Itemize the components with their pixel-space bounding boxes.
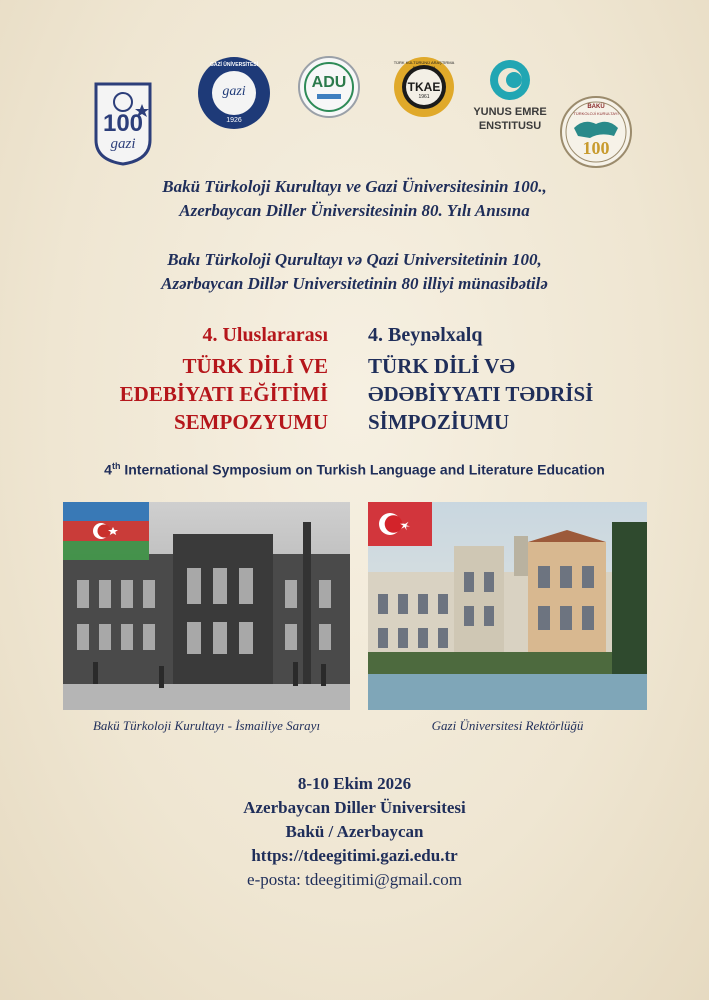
event-date: 8-10 Ekim 2026 <box>297 774 412 793</box>
gazi-100-logo <box>92 80 154 166</box>
en-title-rest: International Symposium on Turkish Language and Literature Education <box>120 461 605 478</box>
ismailiye-palace-photo <box>63 502 350 710</box>
adu-logo <box>298 56 360 118</box>
tkae-logo <box>393 56 455 118</box>
kurultay-number: 100 <box>582 138 610 158</box>
en-ordinal: 4 <box>104 461 112 478</box>
right-photo-caption: Gazi Üniversitesi Rektörlüğü <box>431 718 584 733</box>
yunus-emre-line1: YUNUS EMRE <box>473 106 547 118</box>
symposium-tr-line1: 4. Uluslararası <box>202 324 328 346</box>
turkoloji-kurultayi-logo <box>560 96 632 168</box>
tr-commemoration-line2: Azerbaycan Diller Üniversitesinin 80. Yılı Anısına <box>179 201 530 220</box>
tr-commemoration-line1: Bakü Türkoloji Kurultayı ve Gazi Üniversitesinin 100., <box>162 177 547 196</box>
symposium-tr-line3: EDEBİYATI EĞİTİMİ <box>119 382 328 406</box>
tkae-ring-text: TÜRK KÜLTÜRÜNÜ ARAŞTIRMA ENSTİTÜSÜ <box>393 60 455 70</box>
az-commemoration-line1: Bakı Türkoloji Qurultayı və Qazi Universitetinin 100, <box>167 250 542 269</box>
gazi-100-number: 100 <box>102 110 144 137</box>
symposium-az-line1: 4. Beynəlxalq <box>368 324 483 346</box>
contact-email[interactable]: e-posta: tdeegitimi@gmail.com <box>247 870 462 889</box>
gazi-rectorate-photo <box>368 502 647 710</box>
gazi-100-word: gazi <box>110 136 136 152</box>
yunus-emre-logo <box>462 58 558 138</box>
az-commemoration-line2: Azərbaycan Dillər Universitetinin 80 illiyi münasibətilə <box>161 274 548 293</box>
kurultay-sub: TÜRKOLOJİ KURULTAYI <box>573 111 619 116</box>
tkae-center: TKAE <box>407 80 441 94</box>
gazi-university-year: 1926 <box>226 117 242 124</box>
website-link[interactable]: https://tdeegitimi.gazi.edu.tr <box>251 846 458 865</box>
left-photo-caption: Bakü Türkoloji Kurultayı - İsmailiye Sarayı <box>92 718 321 733</box>
tkae-year: 1961 <box>418 94 430 100</box>
symposium-az-line4: SİMPOZİUMU <box>368 410 510 434</box>
symposium-tr-line2: TÜRK DİLİ VE <box>182 354 328 378</box>
symposium-az-line3: ƏDƏBİYYATI TƏDRİSİ <box>368 382 594 406</box>
kurultay-top: BAKÜ <box>587 104 605 110</box>
event-venue: Azerbaycan Diller Üniversitesi <box>243 798 466 817</box>
gazi-university-ring-text: GAZİ ÜNİVERSİTESİ <box>209 62 259 68</box>
yunus-emre-line2: ENSTITUSU <box>478 120 542 132</box>
symposium-az-line2: TÜRK DİLİ VƏ <box>368 354 515 378</box>
symposium-en-title <box>0 461 709 478</box>
event-city: Bakü / Azerbaycan <box>285 822 424 841</box>
adu-text: ADU <box>311 74 347 91</box>
symposium-tr-line4: SEMPOZYUMU <box>174 410 328 434</box>
gazi-university-logo <box>197 56 271 130</box>
en-ordinal-suffix: th <box>111 461 121 471</box>
gazi-university-center: gazi <box>222 84 246 99</box>
